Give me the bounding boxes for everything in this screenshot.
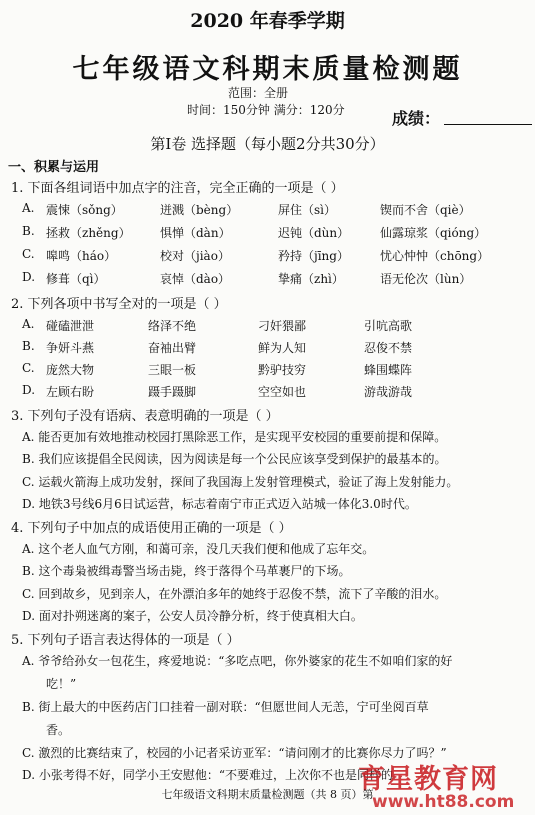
time-score-text: 时间：150分钟 满分：120分 [187, 103, 345, 117]
option-item: 挚痛（zhì） [278, 272, 344, 286]
option-label: C. [22, 361, 35, 375]
option-item: 忧心忡忡（chōng） [380, 249, 490, 263]
scope-text: 范围：全册 [228, 86, 289, 100]
section-heading: 一、积累与运用 [8, 160, 100, 175]
option-c: C. 回到故乡，见到亲人，在外漂泊多年的她终于忍俊不禁，流下了辛酸的泪水。 [22, 587, 447, 601]
option-item: 鲜为人知 [258, 341, 307, 355]
term-heading: 2020 年春季学期 [190, 10, 345, 32]
option-item: 蹑手蹑脚 [148, 385, 197, 399]
part-heading: 第Ⅰ卷 选择题（每小题2分共30分） [150, 135, 385, 153]
option-item: 锲而不舍（qiè） [380, 203, 471, 217]
score-label: 成绩： [392, 109, 441, 128]
option-item: 忍俊不禁 [364, 341, 413, 355]
option-item: 奋袖出臂 [148, 341, 197, 355]
option-item: 游哉游哉 [364, 385, 413, 399]
watermark-url: www.ht88.com [372, 792, 515, 812]
option-item: 惧惮（dàn） [160, 226, 231, 240]
option-item: 嗥鸣（háo） [46, 249, 117, 263]
option-item: 空空如也 [258, 385, 307, 399]
question-1: 1. 下面各组词语中加点字的注音，完全正确的一项是（ ） [11, 181, 344, 196]
option-item: 争妍斗燕 [46, 341, 95, 355]
option-item: 刁奸猥鄙 [258, 319, 307, 333]
option-b: B. 我们应该提倡全民阅读，因为阅读是每一个公民应该享受到保护的最基本的。 [22, 452, 447, 466]
option-label: C. [22, 247, 35, 261]
option-item: 蜂围蝶阵 [364, 363, 413, 377]
page-footer: 七年级语文科期末质量检测题（共 8 页）第 [161, 788, 374, 801]
option-item: 屏住（sì） [278, 203, 336, 217]
option-item: 络泽不绝 [148, 319, 197, 333]
question-4: 4. 下列句子中加点的成语使用正确的一项是（ ） [11, 521, 292, 536]
watermark-logo: 育星教育网 [358, 764, 498, 795]
option-item: 矜持（jīng） [278, 249, 349, 263]
score-blank [444, 124, 532, 125]
option-d: D. 地铁3号线6月6日试运营，标志着南宁市正式迈入站城一体化3.0时代。 [22, 497, 417, 511]
option-item: 三眼一板 [148, 363, 197, 377]
option-b-cont: 香。 [46, 723, 71, 737]
option-item: 引吭高歌 [364, 319, 413, 333]
question-5: 5. 下列句子语言表达得体的一项是（ ） [11, 633, 240, 648]
option-item: 庞然大物 [46, 363, 95, 377]
option-item: 碰磕泄泄 [46, 319, 95, 333]
option-item: 校对（jiào） [160, 249, 230, 263]
option-a-cont: 吃！” [46, 677, 77, 691]
option-a: A. 能否更加有效地推动校园打黑除恶工作，是实现平安校园的重要前提和保障。 [22, 430, 447, 444]
option-item: 仙露琼浆（qióng） [380, 226, 487, 240]
option-label: A. [22, 317, 35, 331]
question-3: 3. 下列句子没有语病、表意明确的一项是（ ） [11, 409, 279, 424]
option-item: 语无伦次（lùn） [380, 272, 472, 286]
option-d: D. 小张考得不好，同学小王安慰他：“不要难过，上次你不也是同样的 [22, 768, 393, 782]
option-label: A. [22, 201, 35, 215]
option-item: 迸溅（bèng） [160, 203, 239, 217]
option-b: B. 这个毒枭被缉毒警当场击毙，终于落得个马革裹尸的下场。 [22, 564, 351, 578]
option-label: D. [22, 270, 36, 284]
option-label: D. [22, 383, 36, 397]
option-label: B. [22, 339, 35, 353]
option-item: 震悚（sǒng） [46, 203, 123, 217]
option-label: B. [22, 224, 35, 238]
option-item: 拯救（zhěng） [46, 226, 131, 240]
question-2: 2. 下列各项中书写全对的一项是（ ） [11, 297, 227, 312]
option-item: 黔驴技穷 [258, 363, 307, 377]
option-item: 左顾右盼 [46, 385, 95, 399]
option-b: B. 街上最大的中医药店门口挂着一副对联：“但愿世间人无恙，宁可坐阅百草 [22, 700, 429, 714]
option-a: A. 这个老人血气方刚，和蔼可亲，没几天我们便和他成了忘年交。 [22, 542, 375, 556]
option-item: 修葺（qì） [46, 272, 106, 286]
option-a: A. 爷爷给孙女一包花生，疼爱地说：“多吃点吧，你外婆家的花生不如咱们家的好 [22, 654, 453, 668]
option-c: C. 运载火箭海上成功发射，探间了我国海上发射管理模式，验证了海上发射能力。 [22, 475, 459, 489]
exam-title: 七年级语文科期末质量检测题 [72, 54, 463, 85]
option-item: 迟钝（dùn） [278, 226, 350, 240]
option-item: 哀悼（dào） [160, 272, 231, 286]
option-c: C. 激烈的比赛结束了，校园的小记者采访亚军：“请问刚才的比赛你尽力了吗？” [22, 746, 447, 760]
option-d: D. 面对扑朔迷离的案子，公安人员冷静分析，终于使真相大白。 [22, 609, 363, 623]
